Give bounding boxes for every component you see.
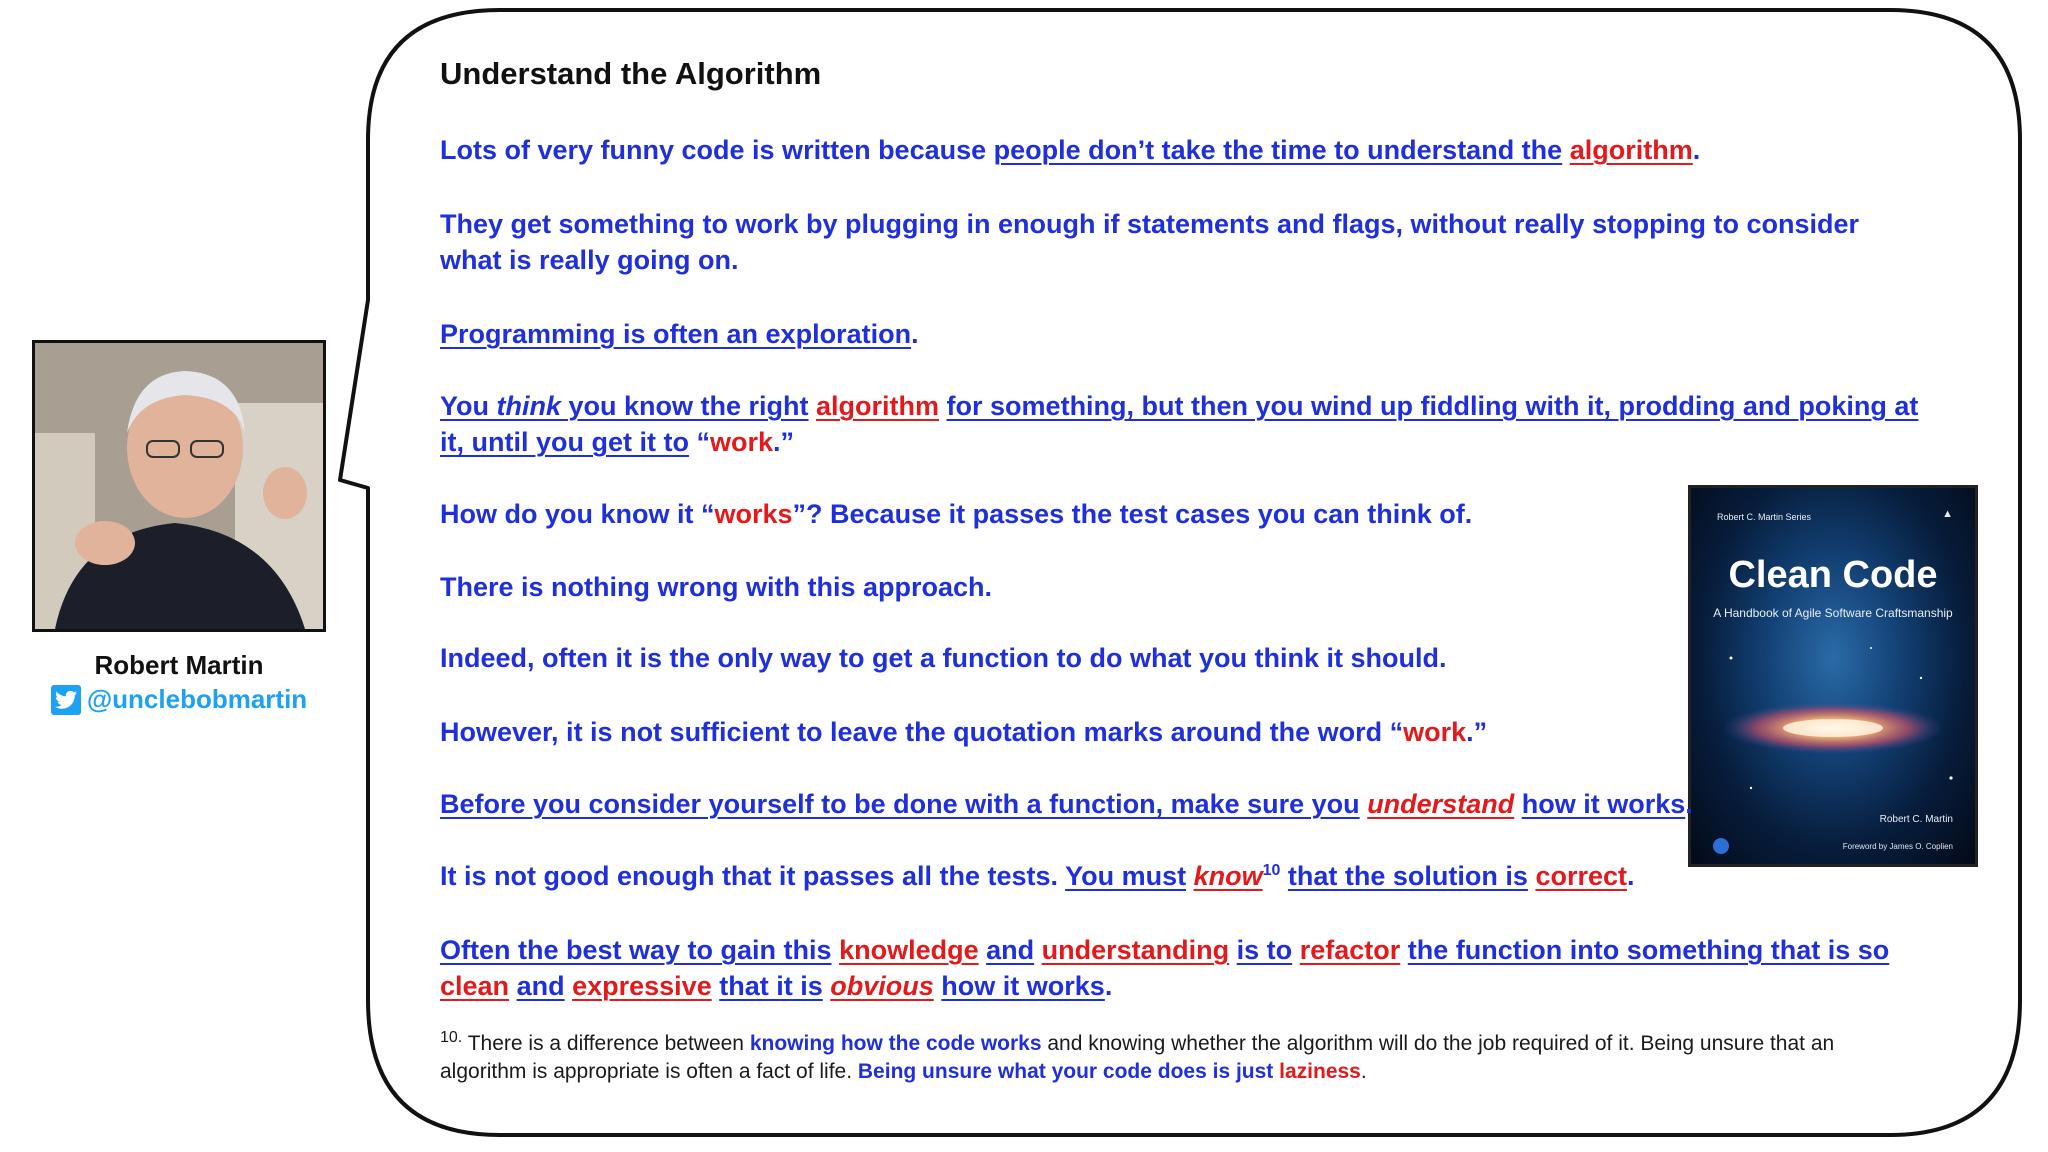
book-series: Robert C. Martin Series (1717, 512, 1812, 522)
footnote: $^{10.}$ There is a difference between knowing how the code works and knowing whether the algorithm will do the job required of it. Being unsure that an algorithm is appropriate is often a fact of life. Being unsure what your code does is just laziness. (440, 1029, 1835, 1083)
series-logo-icon: ▲ (1942, 508, 1953, 520)
paragraph-3: Programming is often an exploration. (440, 319, 919, 349)
paragraph-6: There is nothing wrong with this approach. (440, 572, 993, 602)
paragraph-7: Indeed, often it is the only way to get a function to do what you think it should. (440, 643, 1447, 673)
publisher-logo-icon (1713, 838, 1729, 854)
paragraph-11: Often the best way to gain this knowledge and understanding is to refactor the function into something that is so clean and expressive that it is obvious how it works. (440, 935, 1890, 1001)
book-title: Clean Code (1728, 554, 1938, 596)
galaxy-image (1691, 628, 1975, 808)
paragraph-2: They get something to work by plugging in enough if statements and flags, without really stopping to consider what is really going on. (440, 209, 1860, 275)
paragraph-10: It is not good enough that it passes all the tests. You must know$^{10}$ that the solution is correct. (440, 861, 1635, 891)
speaker-name: Robert Martin (94, 650, 264, 680)
paragraph-1: Lots of very funny code is written because people don’t take the time to understand the algorithm. (440, 135, 1701, 165)
slide-title: Understand the Algorithm (440, 56, 822, 91)
paragraph-4: You think you know the right algorithm for something, but then you wind up fiddling with it, prodding and poking at it, until you get it to “work.” (440, 391, 1919, 457)
paragraph-5: How do you know it “works”? Because it passes the test cases you can think of. (440, 499, 1473, 529)
twitter-link[interactable] (32, 684, 326, 715)
book-foreword: Foreword by James O. Coplien (1842, 842, 1953, 851)
book-subtitle: A Handbook of Agile Software Craftsmanship (1713, 606, 1953, 620)
twitter-bird-icon (51, 685, 81, 715)
speaker-photo (32, 340, 326, 632)
twitter-handle: @unclebobmartin (86, 684, 308, 714)
paragraph-9: Before you consider yourself to be done with a function, make sure you understand how it works. (440, 789, 1693, 819)
paragraph-8: However, it is not sufficient to leave the quotation marks around the word “work.” (440, 717, 1488, 747)
book-author: Robert C. Martin (1879, 814, 1953, 825)
